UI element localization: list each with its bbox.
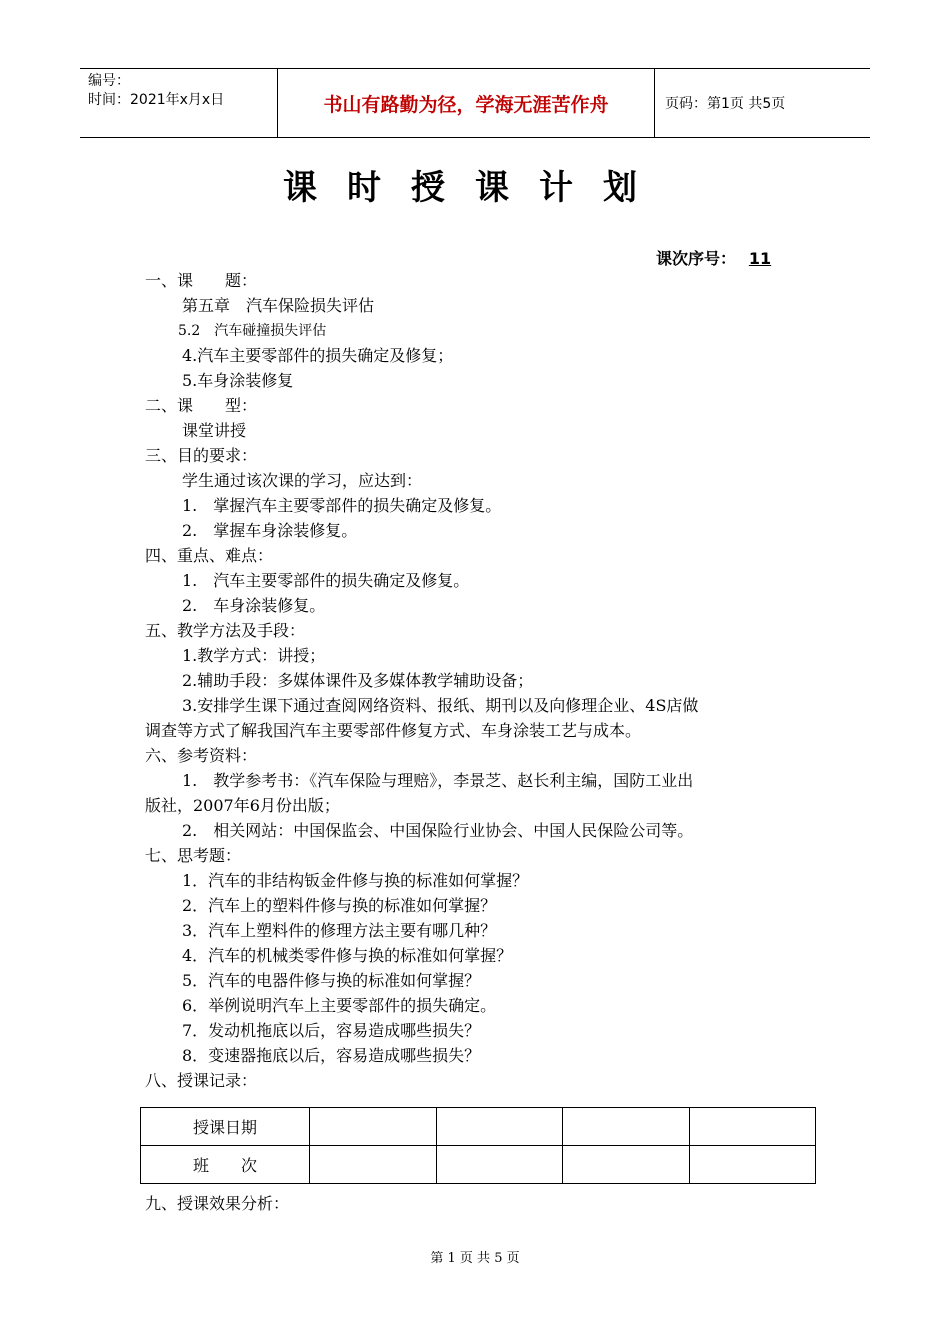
page-info: 页码：第1页 共5页 <box>665 96 786 112</box>
table-cell[interactable] <box>310 1108 437 1146</box>
topic-5: 5.车身涂装修复 <box>182 371 294 390</box>
keypoint-1: 1. 汽车主要零部件的损失确定及修复。 <box>182 571 470 590</box>
section-7-heading: 七、思考题： <box>145 846 242 865</box>
reference-1-continued: 版社，2007年6月份出版； <box>145 796 340 815</box>
section-2-heading: 二、课 型： <box>145 396 258 415</box>
question-item: 2．汽车上的塑料件修与换的标准如何掌握？ <box>182 896 497 915</box>
chapter-title: 第五章 汽车保险损失评估 <box>182 296 375 315</box>
header-bar <box>80 68 870 138</box>
table-cell[interactable] <box>689 1108 816 1146</box>
section-8-heading: 八、授课记录： <box>145 1071 258 1090</box>
table-row <box>141 1146 816 1184</box>
page-title: 课时授课计划 <box>283 168 667 208</box>
question-item: 6．举例说明汽车上主要零部件的损失确定。 <box>182 996 497 1015</box>
motto: 书山有路勤为径，学海无涯苦作舟 <box>278 69 655 137</box>
method-3-continued: 调查等方式了解我国汽车主要零部件修复方式、车身涂装工艺与成本。 <box>145 721 642 740</box>
keypoint-2: 2. 车身涂装修复。 <box>182 596 326 615</box>
section-9-heading: 九、授课效果分析： <box>145 1194 290 1213</box>
question-item: 3．汽车上塑料件的修理方法主要有哪几种？ <box>182 921 497 940</box>
date-label: 时间：2021年x月x日 <box>88 92 225 108</box>
teaching-record-table <box>140 1107 816 1184</box>
topic-4: 4.汽车主要零部件的损失确定及修复； <box>182 346 454 365</box>
objective-1: 1. 掌握汽车主要零部件的损失确定及修复。 <box>182 496 502 515</box>
sequence-label: 课次序号： <box>655 249 736 268</box>
table-cell[interactable] <box>563 1108 690 1146</box>
section-1-heading: 一、课 题： <box>145 271 258 290</box>
table-cell[interactable] <box>689 1146 816 1184</box>
subsection-title: 5.2 汽车碰撞损失评估 <box>178 323 327 339</box>
objective-intro: 学生通过该次课的学习，应达到： <box>182 471 423 490</box>
code-label: 编号： <box>88 73 130 89</box>
table-cell[interactable] <box>436 1108 563 1146</box>
table-cell[interactable] <box>563 1146 690 1184</box>
method-1: 1.教学方式：讲授； <box>182 646 326 665</box>
section-6-heading: 六、参考资料： <box>145 746 258 765</box>
table-cell[interactable] <box>310 1146 437 1184</box>
sequence-value: 11 <box>748 249 772 268</box>
method-3: 3.安排学生课下通过查阅网络资料、报纸、期刊以及向修理企业、4S店做 <box>182 696 699 715</box>
method-2: 2.辅助手段：多媒体课件及多媒体教学辅助设备； <box>182 671 534 690</box>
question-item: 1．汽车的非结构钣金件修与换的标准如何掌握？ <box>182 871 529 890</box>
question-item: 4．汽车的机械类零件修与换的标准如何掌握？ <box>182 946 513 965</box>
section-4-heading: 四、重点、难点： <box>145 546 274 565</box>
header-meta <box>80 69 278 137</box>
question-item: 5．汽车的电器件修与换的标准如何掌握？ <box>182 971 481 990</box>
section-5-heading: 五、教学方法及手段： <box>145 621 306 640</box>
class-row-label: 班 次 <box>141 1146 310 1184</box>
reference-1: 1. 教学参考书：《汽车保险与理赔》，李景芝、赵长利主编，国防工业出 <box>182 771 694 790</box>
sequence-number <box>656 246 784 269</box>
section-3-heading: 三、目的要求： <box>145 446 258 465</box>
table-row <box>141 1108 816 1146</box>
class-type: 课堂讲授 <box>182 421 247 440</box>
question-item: 8．变速器拖底以后，容易造成哪些损失？ <box>182 1046 481 1065</box>
date-row-label: 授课日期 <box>141 1108 310 1146</box>
reference-2: 2. 相关网站：中国保监会、中国保险行业协会、中国人民保险公司等。 <box>182 821 694 840</box>
question-item: 7．发动机拖底以后，容易造成哪些损失？ <box>182 1021 481 1040</box>
table-cell[interactable] <box>436 1146 563 1184</box>
objective-2: 2. 掌握车身涂装修复。 <box>182 521 358 540</box>
page-footer: 第 1 页 共 5 页 <box>430 1251 520 1266</box>
